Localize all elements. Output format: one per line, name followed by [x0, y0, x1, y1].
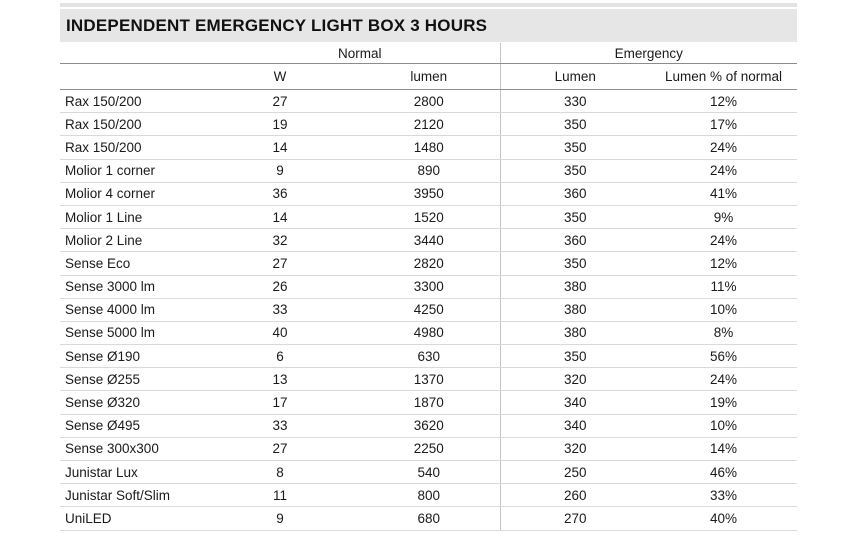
group-header-emergency: Emergency: [500, 43, 797, 64]
product-cell: Sense 300x300: [60, 437, 220, 460]
watt-cell: 33: [220, 298, 340, 321]
product-cell: Sense Ø190: [60, 345, 220, 368]
table-row: [60, 275, 797, 298]
watt-cell: 14: [220, 205, 340, 228]
watt-cell: 27: [220, 437, 340, 460]
product-cell: Molior 4 corner: [60, 182, 220, 205]
product-cell: Molior 1 corner: [60, 159, 220, 182]
table-row: [60, 182, 797, 205]
em-lumen-cell: 360: [500, 229, 650, 252]
watt-cell: 8: [220, 461, 340, 484]
watt-cell: 26: [220, 275, 340, 298]
table-row: [60, 159, 797, 182]
em-pct-cell: 41%: [650, 182, 797, 205]
watt-cell: 27: [220, 252, 340, 275]
lumen-cell: 1870: [340, 391, 500, 414]
product-cell: Sense 3000 lm: [60, 275, 220, 298]
em-pct-cell: 14%: [650, 437, 797, 460]
em-lumen-cell: 250: [500, 461, 650, 484]
table-row: [60, 391, 797, 414]
em-lumen-cell: 380: [500, 321, 650, 344]
table-row: [60, 252, 797, 275]
table-row: [60, 437, 797, 460]
em-pct-cell: 33%: [650, 484, 797, 507]
product-cell: Sense 5000 lm: [60, 321, 220, 344]
em-pct-cell: 12%: [650, 90, 797, 113]
lumen-cell: 1520: [340, 205, 500, 228]
lumen-cell: 4250: [340, 298, 500, 321]
watt-cell: 14: [220, 136, 340, 159]
em-lumen-cell: 350: [500, 345, 650, 368]
table-row: [60, 461, 797, 484]
em-lumen-cell: 350: [500, 136, 650, 159]
table-row: [60, 205, 797, 228]
em-pct-cell: 24%: [650, 159, 797, 182]
col-header-w: W: [220, 64, 340, 90]
lumen-cell: 680: [340, 507, 500, 530]
watt-cell: 19: [220, 113, 340, 136]
table-row: [60, 136, 797, 159]
em-pct-cell: 17%: [650, 113, 797, 136]
watt-cell: 13: [220, 368, 340, 391]
em-lumen-cell: 380: [500, 275, 650, 298]
watt-cell: 36: [220, 182, 340, 205]
product-cell: Junistar Soft/Slim: [60, 484, 220, 507]
watt-cell: 40: [220, 321, 340, 344]
em-pct-cell: 56%: [650, 345, 797, 368]
em-lumen-cell: 340: [500, 414, 650, 437]
product-cell: Sense Eco: [60, 252, 220, 275]
table-row: [60, 321, 797, 344]
em-lumen-cell: 360: [500, 182, 650, 205]
lumen-cell: 800: [340, 484, 500, 507]
em-lumen-cell: 260: [500, 484, 650, 507]
product-cell: Sense Ø495: [60, 414, 220, 437]
lumen-cell: 2800: [340, 90, 500, 113]
product-cell: Junistar Lux: [60, 461, 220, 484]
product-cell: Molior 1 Line: [60, 205, 220, 228]
em-lumen-cell: 320: [500, 368, 650, 391]
lumen-cell: 3950: [340, 182, 500, 205]
product-cell: UniLED: [60, 507, 220, 530]
emergency-light-table-sheet: [60, 3, 797, 531]
table-row: [60, 484, 797, 507]
em-lumen-cell: 340: [500, 391, 650, 414]
em-pct-cell: 24%: [650, 136, 797, 159]
table-body: [60, 90, 797, 531]
em-pct-cell: 10%: [650, 414, 797, 437]
group-header-spacer: [60, 43, 220, 64]
em-pct-cell: 24%: [650, 368, 797, 391]
product-cell: Rax 150/200: [60, 136, 220, 159]
em-lumen-cell: 350: [500, 205, 650, 228]
table-row: [60, 229, 797, 252]
em-lumen-cell: 350: [500, 159, 650, 182]
em-lumen-cell: 320: [500, 437, 650, 460]
watt-cell: 33: [220, 414, 340, 437]
lumen-cell: 1480: [340, 136, 500, 159]
em-lumen-cell: 350: [500, 252, 650, 275]
table-row: [60, 113, 797, 136]
watt-cell: 17: [220, 391, 340, 414]
watt-cell: 11: [220, 484, 340, 507]
product-cell: Molior 2 Line: [60, 229, 220, 252]
page-title: INDEPENDENT EMERGENCY LIGHT BOX 3 HOURS: [66, 15, 488, 35]
group-header-row: [60, 43, 797, 64]
lumen-cell: 2820: [340, 252, 500, 275]
table-row: [60, 507, 797, 530]
emergency-light-table: [60, 43, 797, 531]
col-header-em-pct: Lumen % of normal: [650, 64, 797, 90]
em-pct-cell: 19%: [650, 391, 797, 414]
em-pct-cell: 10%: [650, 298, 797, 321]
col-header-em-lumen: Lumen: [500, 64, 650, 90]
product-cell: Rax 150/200: [60, 113, 220, 136]
em-lumen-cell: 270: [500, 507, 650, 530]
em-lumen-cell: 350: [500, 113, 650, 136]
lumen-cell: 890: [340, 159, 500, 182]
column-header-row: [60, 64, 797, 90]
group-header-normal: Normal: [220, 43, 500, 64]
lumen-cell: 630: [340, 345, 500, 368]
em-pct-cell: 24%: [650, 229, 797, 252]
watt-cell: 9: [220, 159, 340, 182]
em-pct-cell: 9%: [650, 205, 797, 228]
watt-cell: 6: [220, 345, 340, 368]
col-header-lumen: lumen: [340, 64, 500, 90]
lumen-cell: 3440: [340, 229, 500, 252]
em-pct-cell: 11%: [650, 275, 797, 298]
lumen-cell: 2250: [340, 437, 500, 460]
lumen-cell: 3300: [340, 275, 500, 298]
em-pct-cell: 46%: [650, 461, 797, 484]
table-row: [60, 298, 797, 321]
lumen-cell: 2120: [340, 113, 500, 136]
lumen-cell: 540: [340, 461, 500, 484]
watt-cell: 9: [220, 507, 340, 530]
watt-cell: 32: [220, 229, 340, 252]
em-pct-cell: 40%: [650, 507, 797, 530]
em-pct-cell: 8%: [650, 321, 797, 344]
lumen-cell: 4980: [340, 321, 500, 344]
em-pct-cell: 12%: [650, 252, 797, 275]
product-cell: Sense Ø320: [60, 391, 220, 414]
table-row: [60, 90, 797, 113]
em-lumen-cell: 380: [500, 298, 650, 321]
lumen-cell: 1370: [340, 368, 500, 391]
title-bar: [60, 9, 797, 42]
table-row: [60, 414, 797, 437]
product-cell: Sense 4000 lm: [60, 298, 220, 321]
watt-cell: 27: [220, 90, 340, 113]
table-row: [60, 368, 797, 391]
em-lumen-cell: 330: [500, 90, 650, 113]
product-cell: Sense Ø255: [60, 368, 220, 391]
table-row: [60, 345, 797, 368]
product-cell: Rax 150/200: [60, 90, 220, 113]
col-header-product: [60, 64, 220, 90]
lumen-cell: 3620: [340, 414, 500, 437]
